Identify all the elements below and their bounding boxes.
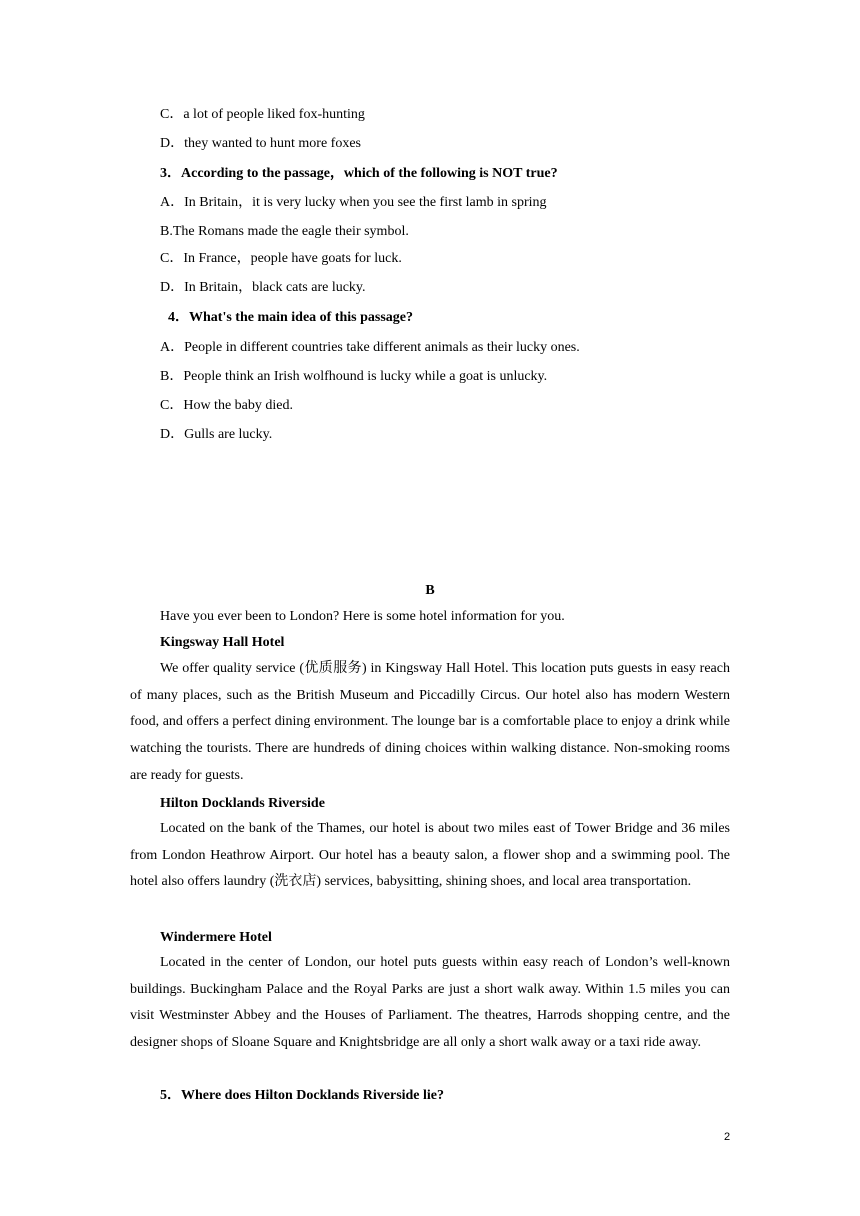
q3-option-d: D．In Britain，black cats are lucky. xyxy=(160,280,366,295)
page-number: 2 xyxy=(724,1131,731,1143)
section-heading: B xyxy=(425,583,435,598)
hotel-description-hilton: Located on the bank of the Thames, our hotel is about two miles east of Tower Bridge and 36 miles from London Heathrow Airport. Our hotel has a beauty salon, a flower shop and a swimming pool. The hotel also offers laundry (洗衣店) services, babysitting, shining shoes, and local area transportation. xyxy=(130,821,730,890)
q5-question: 5．Where does Hilton Docklands Riverside lie? xyxy=(160,1088,445,1103)
q3-option-a: A．In Britain，it is very lucky when you see the first lamb in spring xyxy=(160,195,547,210)
q2-option-c: C．a lot of people liked fox-hunting xyxy=(160,107,365,122)
hotel-name-hilton: Hilton Docklands Riverside xyxy=(160,796,325,811)
q4-option-d: D．Gulls are lucky. xyxy=(160,427,273,442)
q2-option-d: D．they wanted to hunt more foxes xyxy=(160,136,362,151)
q4-option-a: A．People in different countries take different animals as their lucky ones. xyxy=(160,340,580,355)
section-intro: Have you ever been to London? Here is some hotel information for you. xyxy=(160,609,565,624)
q3-question: 3．According to the passage，which of the following is NOT true? xyxy=(160,166,558,181)
hotel-name-windermere: Windermere Hotel xyxy=(160,930,272,945)
q4-question: 4．What's the main idea of this passage? xyxy=(168,310,414,325)
hotel-description-windermere: Located in the center of London, our hotel puts guests within easy reach of London’s well-known buildings. Buckingham Palace and the Royal Parks are just a short walk away. Within 1.5 miles you can visit Westminster Abbey and the Houses of Parliament. The theatres, Harrods shopping centre, and the designer shops of Sloane Square and Knightsbridge are all only a short walk away or a taxi ride away. xyxy=(130,955,730,1051)
hotel-name-kingsway: Kingsway Hall Hotel xyxy=(160,635,285,650)
q3-option-b: B.The Romans made the eagle their symbol. xyxy=(160,224,409,239)
q4-option-b: B．People think an Irish wolfhound is lucky while a goat is unlucky. xyxy=(160,369,548,384)
q4-option-c: C．How the baby died. xyxy=(160,398,293,413)
hotel-description-kingsway: We offer quality service (优质服务) in Kingsway Hall Hotel. This location puts guests in easy reach of many places, such as the British Museum and Piccadilly Circus. Our hotel also has modern Western food, and offers a perfect dining environment. The lounge bar is a comfortable place to enjoy a drink while watching the tourists. There are hundreds of dining choices within walking distance. Non-smoking rooms are ready for guests. xyxy=(130,661,730,783)
q3-option-c: C．In France，people have goats for luck. xyxy=(160,251,402,266)
